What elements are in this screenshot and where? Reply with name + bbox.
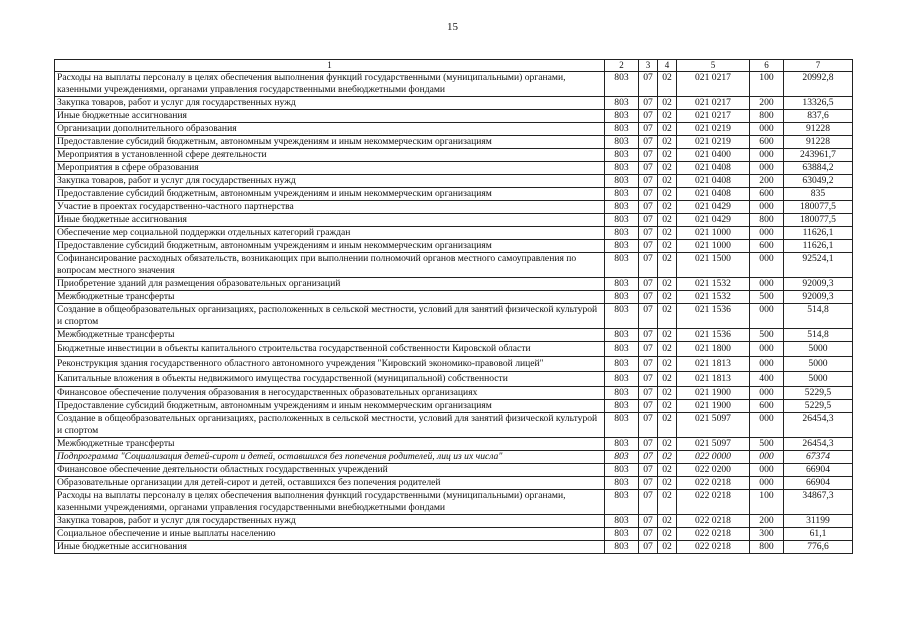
table-row [55,387,853,400]
expense-type-cell: 600 [750,240,784,253]
amount-cell: 5000 [784,357,853,372]
section-cell: 07 [639,149,658,162]
expense-type-cell: 000 [750,477,784,490]
expense-type-cell: 400 [750,372,784,387]
target-article-cell: 022 0218 [677,541,750,554]
section-cell: 07 [639,214,658,227]
row-name-cell: Предоставление субсидий бюджетным, автономным учреждениям и иным некоммерческим организациям [55,136,605,149]
grbs-cell: 803 [605,413,639,438]
section-cell: 07 [639,240,658,253]
section-cell: 07 [639,490,658,515]
amount-cell: 835 [784,188,853,201]
subsection-cell: 02 [658,400,677,413]
grbs-cell: 803 [605,227,639,240]
target-article-cell: 021 0429 [677,214,750,227]
amount-cell: 67374 [784,451,853,464]
table-row [55,342,853,357]
row-name-cell: Межбюджетные трансферты [55,438,605,451]
section-cell: 07 [639,227,658,240]
expense-type-cell: 000 [750,304,784,329]
amount-cell: 5000 [784,342,853,357]
row-name-cell: Закупка товаров, работ и услуг для государственных нужд [55,175,605,188]
amount-cell: 63884,2 [784,162,853,175]
amount-cell: 5229,5 [784,400,853,413]
amount-cell: 92524,1 [784,253,853,278]
amount-cell: 92009,3 [784,291,853,304]
amount-cell: 11626,1 [784,227,853,240]
row-name-cell: Финансовое обеспечение деятельности областных государственных учреждений [55,464,605,477]
row-name-cell: Мероприятия в установленной сфере деятельности [55,149,605,162]
expense-type-cell: 600 [750,188,784,201]
table-row [55,214,853,227]
section-cell: 07 [639,162,658,175]
table-row [55,372,853,387]
row-name-cell: Мероприятия в сфере образования [55,162,605,175]
section-cell: 07 [639,400,658,413]
amount-cell: 180077,5 [784,214,853,227]
grbs-cell: 803 [605,72,639,97]
subsection-cell: 02 [658,387,677,400]
subsection-cell: 02 [658,97,677,110]
grbs-cell: 803 [605,278,639,291]
table-row [55,72,853,97]
amount-cell: 91228 [784,123,853,136]
row-name-cell: Обеспечение мер социальной поддержки отдельных категорий граждан [55,227,605,240]
amount-cell: 63049,2 [784,175,853,188]
section-cell: 07 [639,72,658,97]
expense-type-cell: 000 [750,227,784,240]
amount-cell: 20992,8 [784,72,853,97]
grbs-cell: 803 [605,201,639,214]
subsection-cell: 02 [658,515,677,528]
amount-cell: 91228 [784,136,853,149]
expense-type-cell: 000 [750,357,784,372]
subsection-cell: 02 [658,201,677,214]
grbs-cell: 803 [605,240,639,253]
subsection-cell: 02 [658,438,677,451]
grbs-cell: 803 [605,357,639,372]
target-article-cell: 022 0000 [677,451,750,464]
table-row [55,253,853,278]
section-cell: 07 [639,357,658,372]
subsection-cell: 02 [658,214,677,227]
row-name-cell: Иные бюджетные ассигнования [55,110,605,123]
header-cell: 1 [55,60,605,72]
amount-cell: 61,1 [784,528,853,541]
row-name-cell: Социальное обеспечение и иные выплаты населению [55,528,605,541]
table-row [55,162,853,175]
table-row [55,136,853,149]
row-name-cell: Межбюджетные трансферты [55,329,605,342]
section-cell: 07 [639,451,658,464]
grbs-cell: 803 [605,162,639,175]
table-row [55,464,853,477]
amount-cell: 243961,7 [784,149,853,162]
subsection-cell: 02 [658,357,677,372]
target-article-cell: 021 1900 [677,400,750,413]
grbs-cell: 803 [605,304,639,329]
header-row [55,60,853,72]
section-cell: 07 [639,477,658,490]
table-row [55,149,853,162]
subsection-cell: 02 [658,329,677,342]
section-cell: 07 [639,372,658,387]
expense-type-cell: 600 [750,400,784,413]
expense-type-cell: 800 [750,214,784,227]
expense-type-cell: 000 [750,342,784,357]
amount-cell: 13326,5 [784,97,853,110]
header-cell: 6 [750,60,784,72]
subsection-cell: 02 [658,162,677,175]
expense-type-cell: 300 [750,528,784,541]
section-cell: 07 [639,97,658,110]
row-name-cell: Создание в общеобразовательных организациях, расположенных в сельской местности, условий для занятий физической культурой и спортом [55,413,605,438]
table-row [55,400,853,413]
table-row [55,97,853,110]
section-cell: 07 [639,110,658,123]
table-row [55,528,853,541]
target-article-cell: 022 0200 [677,464,750,477]
row-name-cell: Организации дополнительного образования [55,123,605,136]
expense-type-cell: 200 [750,175,784,188]
grbs-cell: 803 [605,97,639,110]
subsection-cell: 02 [658,278,677,291]
expense-type-cell: 000 [750,451,784,464]
target-article-cell: 021 1536 [677,304,750,329]
table-row [55,175,853,188]
target-article-cell: 021 0219 [677,136,750,149]
section-cell: 07 [639,464,658,477]
subsection-cell: 02 [658,253,677,278]
subsection-cell: 02 [658,240,677,253]
expense-type-cell: 600 [750,136,784,149]
amount-cell: 34867,3 [784,490,853,515]
row-name-cell: Межбюджетные трансферты [55,291,605,304]
grbs-cell: 803 [605,438,639,451]
expense-type-cell: 100 [750,490,784,515]
target-article-cell: 021 0408 [677,188,750,201]
row-name-cell: Иные бюджетные ассигнования [55,214,605,227]
row-name-cell: Капитальные вложения в объекты недвижимого имущества государственной (муниципальной) собственности [55,372,605,387]
subsection-cell: 02 [658,490,677,515]
page-number: 15 [447,21,458,33]
target-article-cell: 022 0218 [677,515,750,528]
grbs-cell: 803 [605,291,639,304]
row-name-cell: Закупка товаров, работ и услуг для государственных нужд [55,515,605,528]
row-name-cell: Закупка товаров, работ и услуг для государственных нужд [55,97,605,110]
expense-type-cell: 000 [750,162,784,175]
section-cell: 07 [639,175,658,188]
expense-type-cell: 100 [750,72,784,97]
subsection-cell: 02 [658,304,677,329]
table-row [55,304,853,329]
target-article-cell: 022 0218 [677,490,750,515]
subsection-cell: 02 [658,464,677,477]
grbs-cell: 803 [605,123,639,136]
row-name-cell: Реконструкция здания государственного областного автономного учреждения "Кировский экономико-правовой лицей" [55,357,605,372]
subsection-cell: 02 [658,188,677,201]
grbs-cell: 803 [605,175,639,188]
subsection-cell: 02 [658,110,677,123]
table-row [55,240,853,253]
target-article-cell: 021 0408 [677,162,750,175]
row-name-cell: Образовательные организации для детей-сирот и детей, оставшихся без попечения родителей [55,477,605,490]
section-cell: 07 [639,541,658,554]
expense-type-cell: 500 [750,438,784,451]
target-article-cell: 021 1532 [677,278,750,291]
row-name-cell: Подпрограмма "Социализация детей-сирот и детей, оставшихся без попечения родителей, лиц из их числа" [55,451,605,464]
expense-type-cell: 000 [750,387,784,400]
target-article-cell: 021 1800 [677,342,750,357]
section-cell: 07 [639,329,658,342]
expense-type-cell: 800 [750,110,784,123]
target-article-cell: 021 1536 [677,329,750,342]
expense-type-cell: 200 [750,515,784,528]
header-cell: 3 [639,60,658,72]
row-name-cell: Расходы на выплаты персоналу в целях обеспечения выполнения функций государственными (муниципальными) органами, казенными учреждениями, органами управления государственными внебюджетными фондами [55,72,605,97]
section-cell: 07 [639,136,658,149]
target-article-cell: 021 0217 [677,97,750,110]
section-cell: 07 [639,387,658,400]
subsection-cell: 02 [658,528,677,541]
table-row [55,541,853,554]
target-article-cell: 021 0217 [677,72,750,97]
target-article-cell: 021 0219 [677,123,750,136]
grbs-cell: 803 [605,400,639,413]
amount-cell: 5000 [784,372,853,387]
row-name-cell: Бюджетные инвестиции в объекты капитального строительства государственной собственности Кировской области [55,342,605,357]
target-article-cell: 022 0218 [677,528,750,541]
subsection-cell: 02 [658,136,677,149]
grbs-cell: 803 [605,253,639,278]
amount-cell: 26454,3 [784,438,853,451]
table-row [55,329,853,342]
subsection-cell: 02 [658,123,677,136]
row-name-cell: Расходы на выплаты персоналу в целях обеспечения выполнения функций государственными (муниципальными) органами, казенными учреждениями, органами управления государственными внебюджетными фондами [55,490,605,515]
amount-cell: 31199 [784,515,853,528]
expense-type-cell: 000 [750,149,784,162]
subsection-cell: 02 [658,413,677,438]
expense-type-cell: 000 [750,464,784,477]
section-cell: 07 [639,515,658,528]
target-article-cell: 021 0217 [677,110,750,123]
table-row [55,451,853,464]
grbs-cell: 803 [605,342,639,357]
table-row [55,438,853,451]
table-row [55,110,853,123]
expense-type-cell: 000 [750,253,784,278]
expense-type-cell: 000 [750,413,784,438]
subsection-cell: 02 [658,342,677,357]
expense-type-cell: 000 [750,201,784,214]
subsection-cell: 02 [658,149,677,162]
amount-cell: 514,8 [784,329,853,342]
grbs-cell: 803 [605,110,639,123]
section-cell: 07 [639,528,658,541]
grbs-cell: 803 [605,477,639,490]
subsection-cell: 02 [658,72,677,97]
section-cell: 07 [639,413,658,438]
amount-cell: 5229,5 [784,387,853,400]
header-cell: 4 [658,60,677,72]
table-row [55,477,853,490]
grbs-cell: 803 [605,149,639,162]
grbs-cell: 803 [605,387,639,400]
grbs-cell: 803 [605,541,639,554]
row-name-cell: Предоставление субсидий бюджетным, автономным учреждениям и иным некоммерческим организациям [55,240,605,253]
section-cell: 07 [639,188,658,201]
section-cell: 07 [639,123,658,136]
amount-cell: 66904 [784,477,853,490]
grbs-cell: 803 [605,528,639,541]
amount-cell: 180077,5 [784,201,853,214]
row-name-cell: Финансовое обеспечение получения образования в негосударственных образовательных организациях [55,387,605,400]
table-row [55,201,853,214]
budget-table [54,59,853,554]
expense-type-cell: 000 [750,123,784,136]
grbs-cell: 803 [605,188,639,201]
section-cell: 07 [639,342,658,357]
grbs-cell: 803 [605,451,639,464]
grbs-cell: 803 [605,136,639,149]
row-name-cell: Приобретение зданий для размещения образовательных организаций [55,278,605,291]
expense-type-cell: 000 [750,278,784,291]
grbs-cell: 803 [605,214,639,227]
amount-cell: 92009,3 [784,278,853,291]
subsection-cell: 02 [658,175,677,188]
target-article-cell: 021 1500 [677,253,750,278]
subsection-cell: 02 [658,372,677,387]
target-article-cell: 021 1900 [677,387,750,400]
grbs-cell: 803 [605,329,639,342]
expense-type-cell: 500 [750,329,784,342]
amount-cell: 11626,1 [784,240,853,253]
table-row [55,227,853,240]
grbs-cell: 803 [605,464,639,477]
row-name-cell: Иные бюджетные ассигнования [55,541,605,554]
section-cell: 07 [639,304,658,329]
amount-cell: 26454,3 [784,413,853,438]
table-row [55,291,853,304]
row-name-cell: Участие в проектах государственно-частного партнерства [55,201,605,214]
table-row [55,357,853,372]
target-article-cell: 021 1813 [677,357,750,372]
expense-type-cell: 800 [750,541,784,554]
expense-type-cell: 200 [750,97,784,110]
table-row [55,413,853,438]
table-row [55,490,853,515]
target-article-cell: 021 1532 [677,291,750,304]
row-name-cell: Предоставление субсидий бюджетным, автономным учреждениям и иным некоммерческим организациям [55,188,605,201]
target-article-cell: 022 0218 [677,477,750,490]
amount-cell: 66904 [784,464,853,477]
target-article-cell: 021 5097 [677,438,750,451]
target-article-cell: 021 1813 [677,372,750,387]
subsection-cell: 02 [658,227,677,240]
header-cell: 5 [677,60,750,72]
section-cell: 07 [639,291,658,304]
amount-cell: 837,6 [784,110,853,123]
target-article-cell: 021 0400 [677,149,750,162]
grbs-cell: 803 [605,515,639,528]
header-cell: 2 [605,60,639,72]
table-row [55,188,853,201]
section-cell: 07 [639,438,658,451]
target-article-cell: 021 0408 [677,175,750,188]
target-article-cell: 021 1000 [677,240,750,253]
subsection-cell: 02 [658,291,677,304]
target-article-cell: 021 1000 [677,227,750,240]
row-name-cell: Создание в общеобразовательных организациях, расположенных в сельской местности, условий для занятий физической культурой и спортом [55,304,605,329]
target-article-cell: 021 5097 [677,413,750,438]
amount-cell: 776,6 [784,541,853,554]
section-cell: 07 [639,253,658,278]
grbs-cell: 803 [605,490,639,515]
amount-cell: 514,8 [784,304,853,329]
section-cell: 07 [639,278,658,291]
row-name-cell: Софинансирование расходных обязательств, возникающих при выполнении полномочий органов местного самоуправления по вопросам местного значения [55,253,605,278]
target-article-cell: 021 0429 [677,201,750,214]
grbs-cell: 803 [605,372,639,387]
table-row [55,278,853,291]
subsection-cell: 02 [658,541,677,554]
expense-type-cell: 500 [750,291,784,304]
subsection-cell: 02 [658,451,677,464]
table-row [55,515,853,528]
row-name-cell: Предоставление субсидий бюджетным, автономным учреждениям и иным некоммерческим организациям [55,400,605,413]
header-cell: 7 [784,60,853,72]
table-row [55,123,853,136]
section-cell: 07 [639,201,658,214]
subsection-cell: 02 [658,477,677,490]
